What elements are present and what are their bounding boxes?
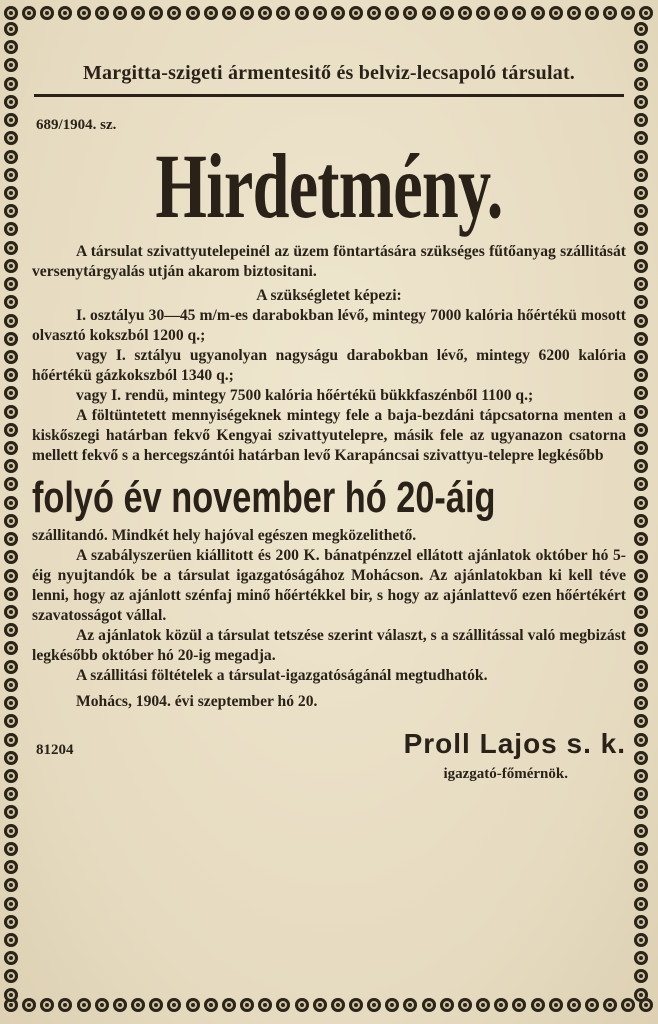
border-dot <box>567 998 581 1012</box>
border-dot <box>186 6 200 20</box>
border-dot <box>58 6 72 20</box>
border-dot <box>4 295 18 309</box>
border-dot <box>4 933 18 947</box>
border-dot <box>4 569 18 583</box>
requirement-item-1: I. osztályu 30—45 m/m-es darabokban lévő, mintegy 7000 kalória hőértékü mosott olvasztó kokszból 1200 q.; <box>32 307 626 344</box>
border-dot <box>634 168 648 182</box>
signature-block <box>32 728 626 788</box>
intro-paragraph: A társulat szivattyutelepeinél az üzem föntartására szükséges fűtőanyag szállitását versenytárgyalás utján akarom biztositani. <box>32 243 626 280</box>
border-dot <box>4 842 18 856</box>
border-dot <box>4 496 18 510</box>
border-dot <box>634 969 648 983</box>
border-dot <box>634 113 648 127</box>
border-dot <box>634 787 648 801</box>
border-dot <box>422 998 436 1012</box>
border-dot <box>567 6 581 20</box>
border-dot <box>276 998 290 1012</box>
border-dot <box>585 998 599 1012</box>
border-dot <box>634 350 648 364</box>
border-dot <box>4 332 18 346</box>
border-dot <box>40 998 54 1012</box>
border-dot <box>4 259 18 273</box>
border-dot <box>634 40 648 54</box>
selection-paragraph: Az ajánlatok közül a társulat tetszése szerint választ, s a szállitással való megbizást legkésőbb október hó 20-ig megadja. <box>32 627 626 664</box>
border-dot <box>634 678 648 692</box>
border-dot <box>4 113 18 127</box>
border-dot <box>4 6 18 20</box>
border-dot <box>634 696 648 710</box>
border-dot <box>4 277 18 291</box>
border-dot <box>634 423 648 437</box>
border-dot <box>222 998 236 1012</box>
border-dot <box>634 477 648 491</box>
border-dot <box>4 22 18 36</box>
border-dot <box>95 6 109 20</box>
border-dot <box>634 842 648 856</box>
border-dot <box>639 6 653 20</box>
border-dot <box>113 6 127 20</box>
border-dot <box>385 6 399 20</box>
border-dot <box>634 951 648 965</box>
border-dot <box>4 222 18 236</box>
border-dot <box>634 405 648 419</box>
border-dot <box>634 933 648 947</box>
border-dot <box>4 988 18 1002</box>
border-dot <box>494 998 508 1012</box>
border-dot <box>4 204 18 218</box>
border-dot <box>40 6 54 20</box>
notice-body <box>32 24 626 1000</box>
border-dot <box>494 6 508 20</box>
border-dot <box>4 605 18 619</box>
border-dot <box>458 998 472 1012</box>
border-dot <box>204 6 218 20</box>
border-dot <box>634 860 648 874</box>
border-dot <box>4 150 18 164</box>
border-dot <box>4 587 18 601</box>
border-dot <box>549 6 563 20</box>
border-dot <box>367 998 381 1012</box>
organization-header: Margitta-szigeti ármentesitő és belviz-lecsapoló társulat. <box>82 62 576 84</box>
border-dot <box>4 405 18 419</box>
border-dot <box>634 186 648 200</box>
border-dot <box>4 678 18 692</box>
border-dot <box>349 6 363 20</box>
border-dot <box>634 878 648 892</box>
reference-number: 689/1904. sz. <box>36 117 117 133</box>
border-dot <box>403 998 417 1012</box>
border-dot <box>4 241 18 255</box>
border-dot <box>4 696 18 710</box>
border-dot <box>440 998 454 1012</box>
border-dot <box>313 998 327 1012</box>
border-dot <box>4 368 18 382</box>
border-dot <box>634 22 648 36</box>
border-dot <box>634 496 648 510</box>
border-dot <box>634 386 648 400</box>
border-dot <box>385 998 399 1012</box>
border-dot <box>204 998 218 1012</box>
border-dot <box>476 998 490 1012</box>
border-dot <box>258 998 272 1012</box>
requirements-subheading: A szükségletet képezi: <box>256 287 402 304</box>
border-dot <box>149 6 163 20</box>
border-dot <box>634 660 648 674</box>
border-dot <box>4 459 18 473</box>
border-dot <box>4 550 18 564</box>
border-dot <box>634 988 648 1002</box>
border-dot <box>276 6 290 20</box>
border-dot <box>634 714 648 728</box>
signatory-name: Proll Lajos s. k. <box>403 728 626 759</box>
border-dot <box>634 295 648 309</box>
border-dot <box>4 58 18 72</box>
border-dot <box>4 897 18 911</box>
border-dot <box>4 77 18 91</box>
border-dot <box>4 951 18 965</box>
border-dot <box>634 641 648 655</box>
border-dot <box>4 350 18 364</box>
border-dot <box>4 623 18 637</box>
border-dot <box>634 514 648 528</box>
border-dot <box>4 131 18 145</box>
deadline-banner: folyó év november hó 20-áig <box>32 473 496 522</box>
header-rule <box>34 94 624 97</box>
border-dot <box>634 277 648 291</box>
border-dot <box>95 998 109 1012</box>
border-dot <box>4 314 18 328</box>
border-dot <box>634 314 648 328</box>
border-dot <box>77 998 91 1012</box>
border-dot <box>4 878 18 892</box>
border-dot <box>4 168 18 182</box>
border-dot <box>634 605 648 619</box>
border-dot <box>222 6 236 20</box>
border-dot <box>22 998 36 1012</box>
border-dot <box>634 733 648 747</box>
border-dot <box>440 6 454 20</box>
requirement-item-3: vagy I. rendü, mintegy 7500 kalória hőértékü bükkfaszénből 1100 q.; <box>76 387 534 404</box>
border-dot <box>113 998 127 1012</box>
border-dot <box>634 150 648 164</box>
signatory-role: igazgató-főmérnök. <box>443 766 568 782</box>
border-dot <box>512 998 526 1012</box>
requirement-item-2: vagy I. sztályu ugyanolyan nagyságu darabokban lévő, mintegy 6200 kalória hőértékü gázkokszból 1340 q.; <box>32 347 626 384</box>
border-dot <box>4 423 18 437</box>
border-dot <box>4 532 18 546</box>
notice-title: Hirdetmény. <box>155 135 503 237</box>
border-dot <box>634 459 648 473</box>
border-dot <box>585 6 599 20</box>
border-dot <box>4 860 18 874</box>
border-dot <box>634 587 648 601</box>
border-dot <box>4 641 18 655</box>
border-dot <box>634 441 648 455</box>
border-dot <box>634 897 648 911</box>
border-dot <box>634 368 648 382</box>
date-line: Mohács, 1904. évi szeptember hó 20. <box>76 693 318 710</box>
border-dot <box>634 915 648 929</box>
border-dot <box>634 95 648 109</box>
border-dot <box>634 332 648 346</box>
border-dot <box>634 805 648 819</box>
border-dot <box>131 998 145 1012</box>
border-dot <box>4 733 18 747</box>
border-dot <box>167 998 181 1012</box>
ornamental-border-bottom <box>4 998 654 1018</box>
border-dot <box>4 824 18 838</box>
ad-number: 81204 <box>36 742 74 758</box>
border-dot <box>4 186 18 200</box>
border-dot <box>58 998 72 1012</box>
ornamental-border-top <box>4 6 654 26</box>
border-dot <box>4 915 18 929</box>
border-dot <box>313 6 327 20</box>
border-dot <box>331 998 345 1012</box>
border-dot <box>4 40 18 54</box>
border-dot <box>167 6 181 20</box>
border-dot <box>186 998 200 1012</box>
border-dot <box>634 131 648 145</box>
delivery-paragraph: A föltüntetett mennyiségeknek mintegy fele a baja-bezdáni tápcsatorna menten a kiskőszegi határban fekvő Kengyai szivattyutelepre, másik fele az ugyanazon csatorna mellett fekvő s a hercegszántói határban levő Karapáncsai szivattyu-telepre legkésőbb <box>32 407 626 464</box>
ornamental-border-left <box>4 22 24 1002</box>
offer-paragraph: A szabályszerüen kiállitott és 200 K. bánatpénzzel ellátott ajánlatok október hó 5-éig nyujtandók be a társulat igazgatóságához Mohácson. Az ajánlatokban ki kell téve lenni, hogy az ajánlott szénfaj minő hőértékkel bir, s hogy az ajánlattevő ezen hőértékért szavatosságot vállal. <box>32 547 626 624</box>
border-dot <box>634 751 648 765</box>
border-dot <box>603 6 617 20</box>
border-dot <box>634 569 648 583</box>
border-dot <box>634 769 648 783</box>
border-dot <box>240 6 254 20</box>
border-dot <box>603 998 617 1012</box>
border-dot <box>634 824 648 838</box>
border-dot <box>531 998 545 1012</box>
border-dot <box>458 6 472 20</box>
border-dot <box>621 6 635 20</box>
border-dot <box>403 6 417 20</box>
border-dot <box>4 787 18 801</box>
border-dot <box>4 751 18 765</box>
border-dot <box>4 769 18 783</box>
border-dot <box>258 6 272 20</box>
border-dot <box>4 660 18 674</box>
border-dot <box>331 6 345 20</box>
delivery-note: szállitandó. Mindkét hely hajóval egészen megközelithető. <box>32 527 417 544</box>
border-dot <box>4 441 18 455</box>
border-dot <box>4 969 18 983</box>
border-dot <box>4 95 18 109</box>
border-dot <box>531 6 545 20</box>
border-dot <box>634 623 648 637</box>
conditions-paragraph: A szállitási föltételek a társulat-igazgatóságánál megtudhatók. <box>76 667 488 684</box>
border-dot <box>131 6 145 20</box>
border-dot <box>295 6 309 20</box>
border-dot <box>149 998 163 1012</box>
border-dot <box>634 222 648 236</box>
border-dot <box>4 805 18 819</box>
border-dot <box>77 6 91 20</box>
border-dot <box>476 6 490 20</box>
border-dot <box>295 998 309 1012</box>
border-dot <box>634 550 648 564</box>
border-dot <box>349 998 363 1012</box>
border-dot <box>4 714 18 728</box>
border-dot <box>549 998 563 1012</box>
border-dot <box>4 386 18 400</box>
border-dot <box>634 259 648 273</box>
border-dot <box>634 204 648 218</box>
border-dot <box>367 6 381 20</box>
border-dot <box>634 58 648 72</box>
border-dot <box>4 477 18 491</box>
border-dot <box>4 514 18 528</box>
border-dot <box>22 6 36 20</box>
border-dot <box>634 241 648 255</box>
border-dot <box>240 998 254 1012</box>
ornamental-border-right <box>634 22 654 1002</box>
border-dot <box>634 532 648 546</box>
border-dot <box>422 6 436 20</box>
border-dot <box>634 77 648 91</box>
border-dot <box>512 6 526 20</box>
